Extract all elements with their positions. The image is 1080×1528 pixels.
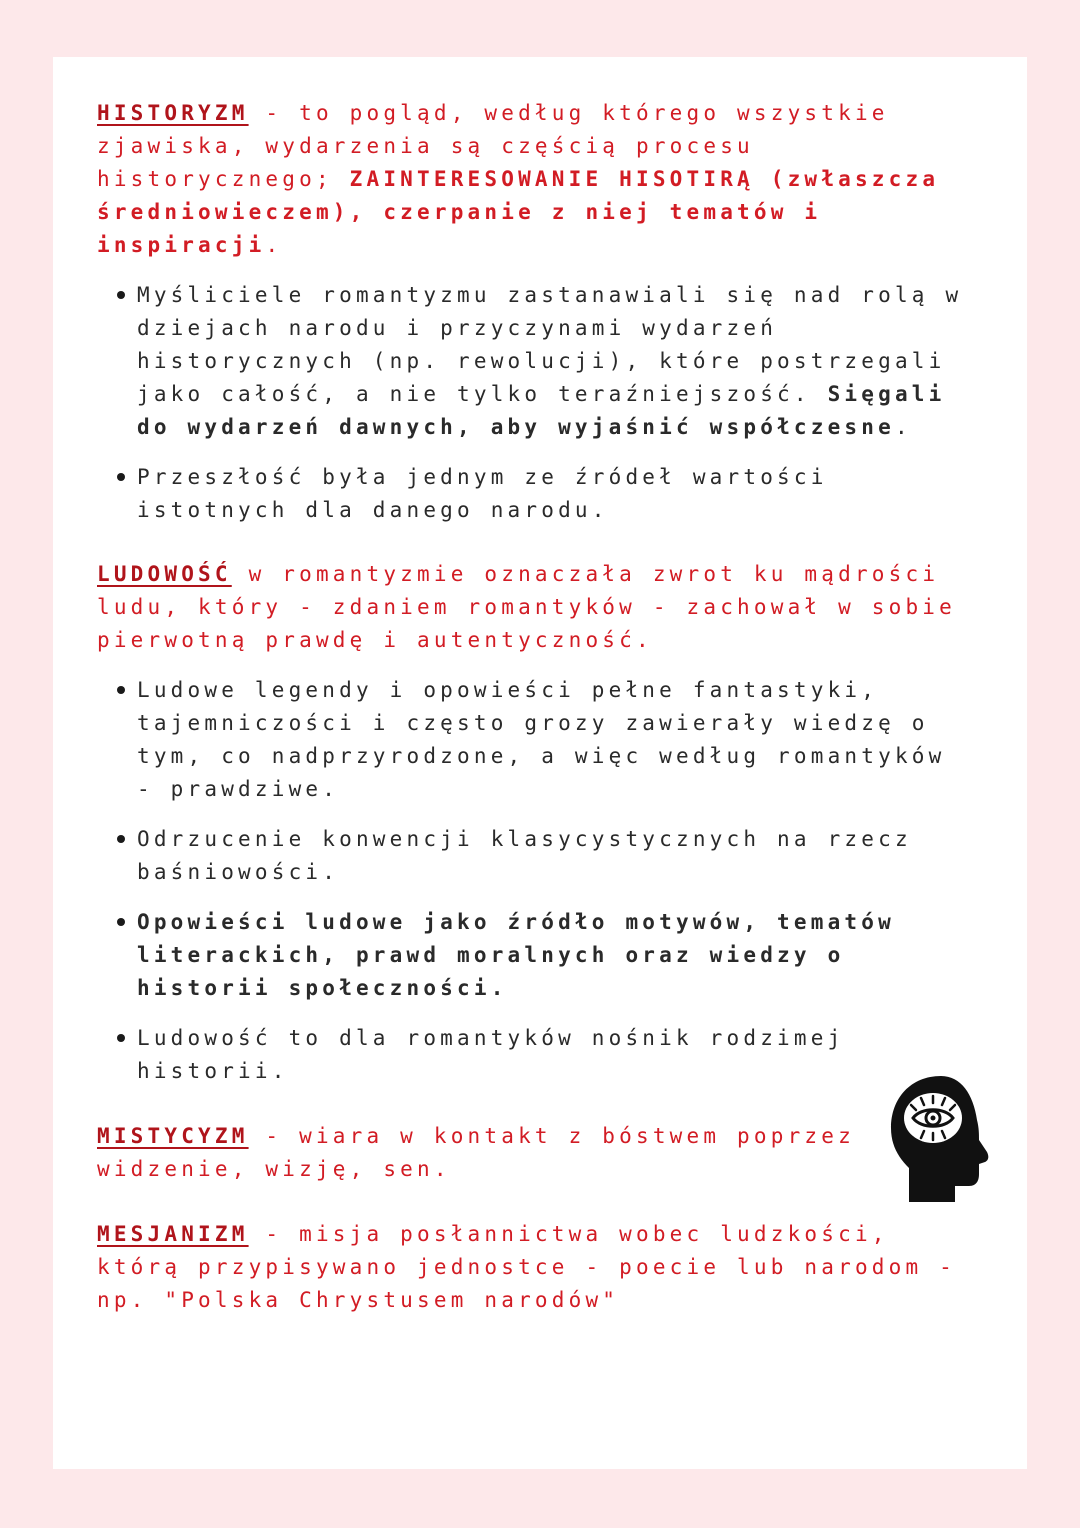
historyzm-def-plain: - to pogląd, według którego wszystkie zjawiska, wydarzenia są częścią procesu historycznego; xyxy=(97,101,889,191)
historyzm-bullet-list xyxy=(113,279,963,544)
bullet-bold-text: Sięgali do wydarzeń dawnych, aby wyjaśnić współczesne xyxy=(137,382,946,439)
bullet-text: Przeszłość była jednym ze źródeł wartości istotnych dla danego narodu. xyxy=(137,465,828,522)
mesjanizm-definition xyxy=(97,1218,957,1317)
head-with-eye-icon xyxy=(883,1070,995,1208)
list-item: Ludowe legendy i opowieści pełne fantastyki, tajemniczości i często grozy zawierały wiedzę o tym, co nadprzyrodzone, a więc według romantyków - prawdziwe. xyxy=(113,674,963,806)
list-item: Opowieści ludowe jako źródło motywów, tematów literackich, prawd moralnych oraz wiedzy o historii społeczności. xyxy=(113,906,963,1005)
bullet-text: Myśliciele romantyzmu zastanawiali się nad rolą w dziejach narodu i przyczynami wydarzeń historycznych (np. rewolucji), które postrzegali jako całość, a nie tylko teraźniejszość. xyxy=(137,283,963,406)
mistycyzm-definition xyxy=(97,1120,857,1186)
ludowosc-def: w romantyzmie oznaczała zwrot ku mądrości ludu, który - zdaniem romantyków - zachował w sobie pierwotną prawdę i autentyczność. xyxy=(97,562,956,652)
ludowosc-definition xyxy=(97,558,957,657)
mesjanizm-def: - misja posłannictwa wobec ludzkości, którą przypisywano jednostce - poecie lub narodom - np. "Polska Chrystusem narodów" xyxy=(97,1222,956,1312)
mesjanizm-term: MESJANIZM xyxy=(97,1222,249,1246)
bullet-end: . xyxy=(894,415,912,439)
ludowosc-bullet-list xyxy=(113,674,963,1105)
list-item: Ludowość to dla romantyków nośnik rodzimej historii. xyxy=(113,1022,963,1088)
historyzm-term: HISTORYZM xyxy=(97,101,249,125)
mistycyzm-term: MISTYCYZM xyxy=(97,1124,249,1148)
historyzm-def-bold: ZAINTERESOWANIE HISOTIRĄ (zwłaszcza średniowieczem), czerpanie z niej tematów i inspiracji xyxy=(97,167,940,257)
list-item xyxy=(113,461,963,527)
mistycyzm-def: - wiara w kontakt z bóstwem poprzez widzenie, wizję, sen. xyxy=(97,1124,855,1181)
list-item xyxy=(113,279,963,444)
historyzm-definition xyxy=(97,97,957,262)
ludowosc-term: LUDOWOŚĆ xyxy=(97,562,232,586)
list-item: Odrzucenie konwencji klasycystycznych na rzecz baśniowości. xyxy=(113,823,963,889)
historyzm-def-end: . xyxy=(265,233,283,257)
note-page xyxy=(53,57,1027,1469)
